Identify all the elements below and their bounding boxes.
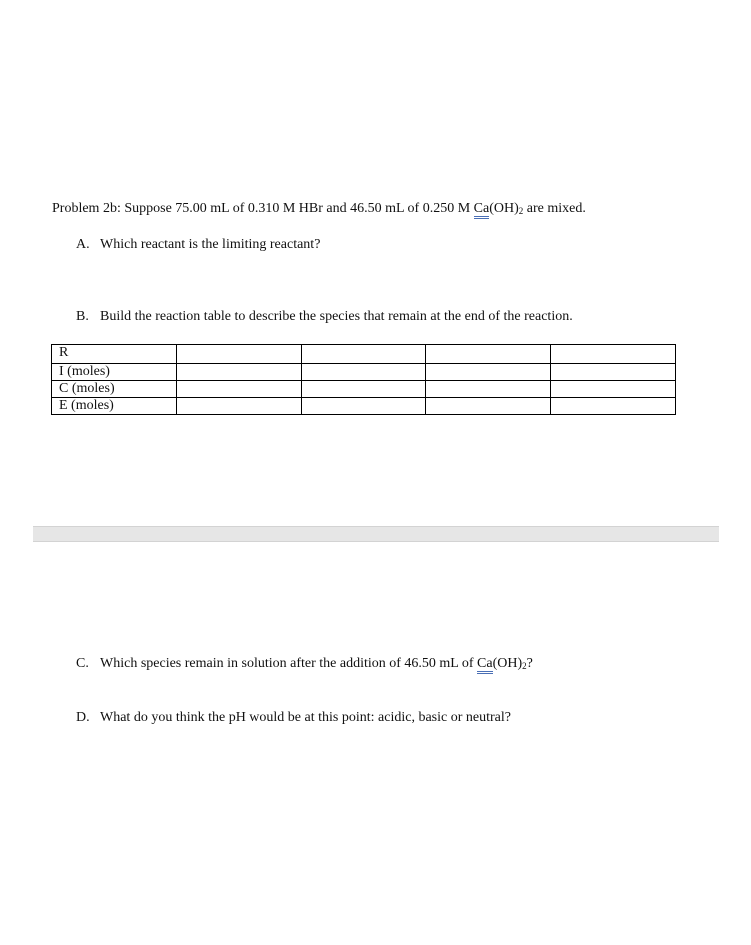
question-d-letter: D.	[76, 710, 90, 725]
problem-subscript: 2	[518, 206, 524, 216]
problem-ca-link[interactable]: Ca	[474, 201, 490, 219]
question-b	[76, 309, 573, 325]
table-cell[interactable]	[426, 364, 551, 381]
table-cell[interactable]	[301, 398, 426, 415]
table-row	[52, 398, 676, 415]
problem-formula: (OH)	[489, 201, 519, 216]
table-row	[52, 364, 676, 381]
problem-statement	[52, 201, 586, 217]
page-divider	[33, 526, 719, 542]
question-a-text: Which reactant is the limiting reactant?	[100, 237, 321, 252]
table-cell[interactable]	[176, 364, 301, 381]
question-d-text: What do you think the pH would be at this point: acidic, basic or neutral?	[100, 710, 511, 725]
table-cell[interactable]	[551, 364, 676, 381]
question-c-formula: (OH)	[492, 656, 523, 671]
table-cell[interactable]	[426, 398, 551, 415]
question-c-letter: C.	[76, 656, 89, 671]
table-row	[52, 345, 676, 364]
question-c-text: Which species remain in solution after the addition of 46.50 mL of	[100, 656, 477, 671]
table-cell[interactable]	[551, 398, 676, 415]
problem-tail: are mixed.	[523, 201, 586, 216]
table-cell[interactable]	[301, 345, 426, 364]
reaction-table	[51, 344, 676, 415]
problem-intro: Problem 2b: Suppose 75.00 mL of 0.310 M HBr and 46.50 mL of 0.250 M	[52, 201, 474, 216]
table-cell[interactable]	[176, 381, 301, 398]
row-label-e: E (moles)	[52, 398, 177, 415]
table-cell[interactable]	[176, 398, 301, 415]
table-cell[interactable]	[551, 381, 676, 398]
question-c-tail: ?	[526, 656, 533, 671]
question-c-ca-link[interactable]: Ca	[477, 656, 493, 674]
table-cell[interactable]	[426, 345, 551, 364]
row-label-i: I (moles)	[52, 364, 177, 381]
row-label-c: C (moles)	[52, 381, 177, 398]
table-cell[interactable]	[551, 345, 676, 364]
table-cell[interactable]	[301, 381, 426, 398]
question-a	[76, 237, 320, 253]
table-row	[52, 381, 676, 398]
table-cell[interactable]	[426, 381, 551, 398]
question-a-letter: A.	[76, 237, 90, 252]
table-cell[interactable]	[301, 364, 426, 381]
question-c-subscript: 2	[522, 661, 527, 671]
table-cell[interactable]	[176, 345, 301, 364]
row-label-r: R	[52, 345, 177, 364]
question-d	[76, 710, 511, 726]
question-c	[76, 656, 533, 672]
question-b-letter: B.	[76, 309, 89, 324]
question-b-text: Build the reaction table to describe the species that remain at the end of the reaction.	[100, 309, 573, 324]
